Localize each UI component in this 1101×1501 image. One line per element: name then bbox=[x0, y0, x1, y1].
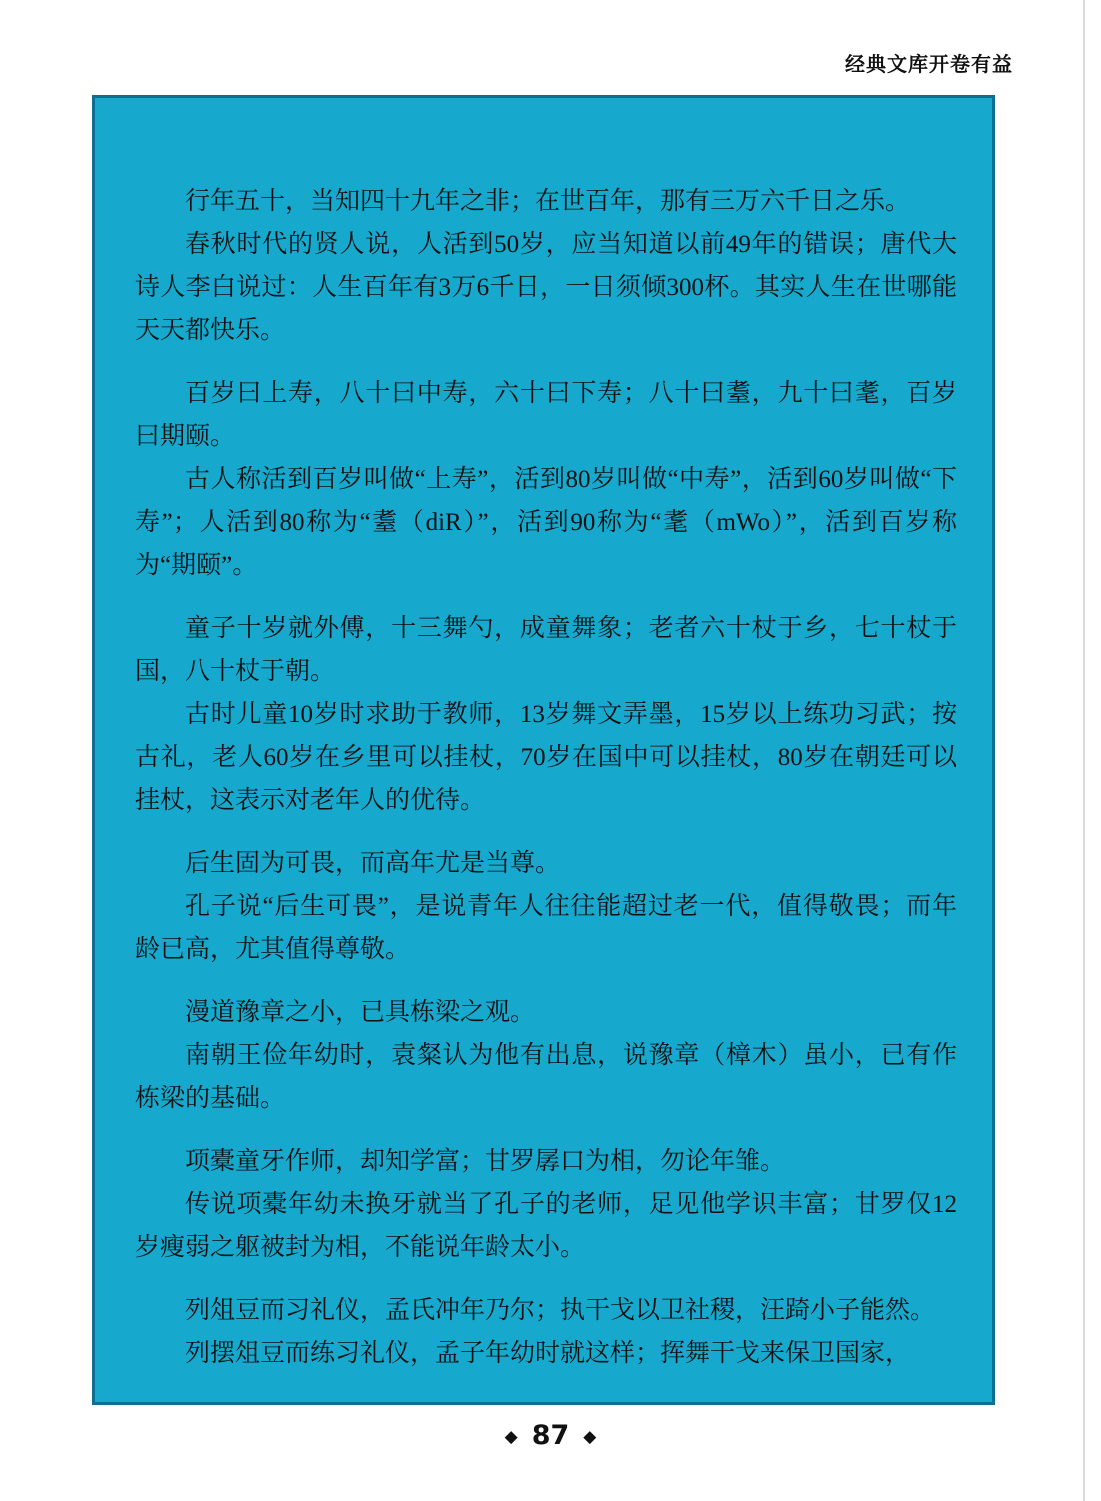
paragraph-explanation: 古时儿童10岁时求助于教师，13岁舞文弄墨，15岁以上练功习武；按古礼，老人60岁在乡里可以挂杖，70岁在国中可以挂杖，80岁在朝廷可以挂杖，这表示对老年人的优待。 bbox=[135, 701, 957, 814]
paragraph-explanation: 孔子说“后生可畏”，是说青年人往往能超过老一代，值得敬畏；而年龄已高，尤其值得尊敬。 bbox=[135, 893, 957, 963]
ornament-left-icon: ◆ bbox=[504, 1426, 518, 1447]
page-edge-rule bbox=[1083, 0, 1085, 1501]
paragraph-quote: 行年五十，当知四十九年之非；在世百年，那有三万六千日之乐。 bbox=[185, 188, 911, 215]
page-footer bbox=[0, 1420, 1101, 1451]
paragraph-quote: 项橐童牙作师，却知学富；甘罗孱口为相，勿论年雏。 bbox=[185, 1148, 786, 1175]
content-panel bbox=[92, 95, 995, 1405]
page-number: 87 bbox=[531, 1420, 570, 1451]
paragraph-explanation: 南朝王俭年幼时，袁粲认为他有出息，说豫章（樟木）虽小，已有作栋梁的基础。 bbox=[135, 1042, 957, 1112]
paragraph-explanation: 列摆俎豆而练习礼仪，孟子年幼时就这样；挥舞干戈来保卫国家， bbox=[185, 1340, 911, 1367]
paragraph-quote: 百岁曰上寿，八十曰中寿，六十曰下寿；八十曰耋，九十曰耄，百岁曰期颐。 bbox=[135, 380, 957, 450]
paragraph-quote: 漫道豫章之小，已具栋梁之观。 bbox=[185, 999, 536, 1026]
paragraph-quote: 列俎豆而习礼仪，孟氏冲年乃尔；执干戈以卫社稷，汪踦小子能然。 bbox=[185, 1297, 936, 1324]
running-header: 经典文库开卷有益 bbox=[845, 52, 1013, 76]
ornament-right-icon: ◆ bbox=[583, 1426, 597, 1447]
paragraph-quote: 童子十岁就外傅，十三舞勺，成童舞象；老者六十杖于乡，七十杖于国，八十杖于朝。 bbox=[135, 615, 957, 685]
paragraph-explanation: 古人称活到百岁叫做“上寿”，活到80岁叫做“中寿”，活到60岁叫做“下寿”；人活到80称为“耋（diR）”，活到90称为“耄（mWo）”，活到百岁称为“期颐”。 bbox=[135, 466, 957, 579]
paragraph-explanation: 传说项橐年幼未换牙就当了孔子的老师，足见他学识丰富；甘罗仅12岁瘦弱之躯被封为相，不能说年龄太小。 bbox=[135, 1191, 957, 1261]
paragraph-quote: 后生固为可畏，而高年尤是当尊。 bbox=[185, 850, 561, 877]
body-text bbox=[135, 180, 957, 1375]
paragraph-explanation: 春秋时代的贤人说，人活到50岁，应当知道以前49年的错误；唐代大诗人李白说过：人生百年有3万6千日，一日须倾300杯。其实人生在世哪能天天都快乐。 bbox=[135, 231, 957, 344]
